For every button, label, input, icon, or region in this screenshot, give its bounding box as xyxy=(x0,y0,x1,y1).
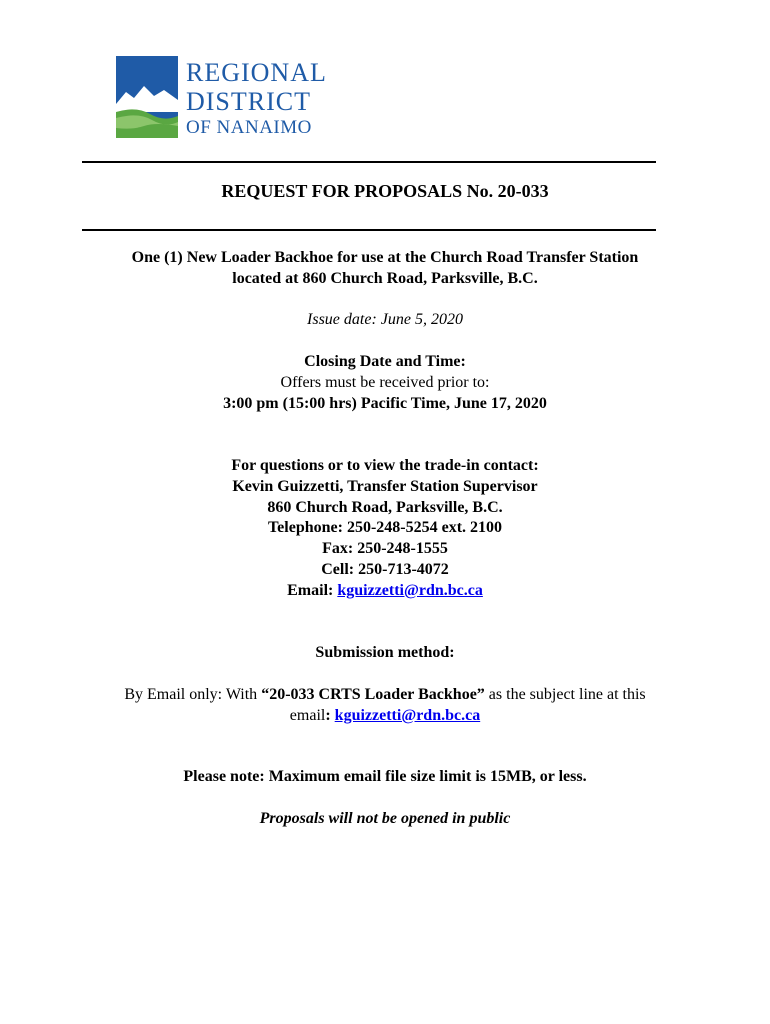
submission-email-word: email xyxy=(289,707,326,724)
document-title: REQUEST FOR PROPOSALS No. 20-033 xyxy=(221,181,549,201)
logo-text-regional: REGIONAL xyxy=(186,58,327,87)
submission-email-link[interactable]: kguizzetti@rdn.bc.ca xyxy=(334,707,481,724)
rdn-logo-mark-icon xyxy=(116,56,178,138)
rdn-logo xyxy=(116,56,327,140)
description-line-1: One (1) New Loader Backhoe for use at the Church Road Transfer Station xyxy=(131,249,639,266)
contact-fax: Fax: 250-248-1555 xyxy=(322,540,448,557)
contact-email-label: Email: xyxy=(287,582,338,599)
submission-heading: Submission method: xyxy=(315,644,455,661)
email-size-note: Please note: Maximum email file size limit is 15MB, or less. xyxy=(183,768,587,785)
submission-suffix: as the subject line at this xyxy=(484,686,646,703)
submission-colon: : xyxy=(325,707,335,724)
contact-email-link[interactable]: kguizzetti@rdn.bc.ca xyxy=(337,582,483,599)
contact-cell: Cell: 250-713-4072 xyxy=(321,561,449,578)
contact-address: 860 Church Road, Parksville, B.C. xyxy=(267,499,503,516)
top-divider xyxy=(82,161,656,163)
contact-name-title: Kevin Guizzetti, Transfer Station Supervisor xyxy=(232,478,538,495)
description-line-2: located at 860 Church Road, Parksville, B.C. xyxy=(232,270,538,287)
contact-telephone: Telephone: 250-248-5254 ext. 2100 xyxy=(267,519,503,536)
logo-text-district: DISTRICT xyxy=(186,87,311,116)
submission-line-1 xyxy=(0,686,770,704)
closing-instruction: Offers must be received prior to: xyxy=(280,374,490,391)
issue-date: Issue date: June 5, 2020 xyxy=(307,311,463,328)
closing-heading: Closing Date and Time: xyxy=(304,353,466,370)
logo-text-of-nanaimo: OF NANAIMO xyxy=(186,117,312,138)
bottom-divider xyxy=(82,229,656,231)
submission-prefix: By Email only: With xyxy=(124,686,262,703)
closing-datetime: 3:00 pm (15:00 hrs) Pacific Time, June 17, 2020 xyxy=(223,395,547,412)
submission-subject: “20-033 CRTS Loader Backhoe” xyxy=(261,686,485,703)
contact-heading: For questions or to view the trade-in contact: xyxy=(231,457,539,474)
public-opening-notice: Proposals will not be opened in public xyxy=(259,810,511,827)
contact-email-line xyxy=(0,582,770,600)
submission-line-2 xyxy=(0,707,770,725)
